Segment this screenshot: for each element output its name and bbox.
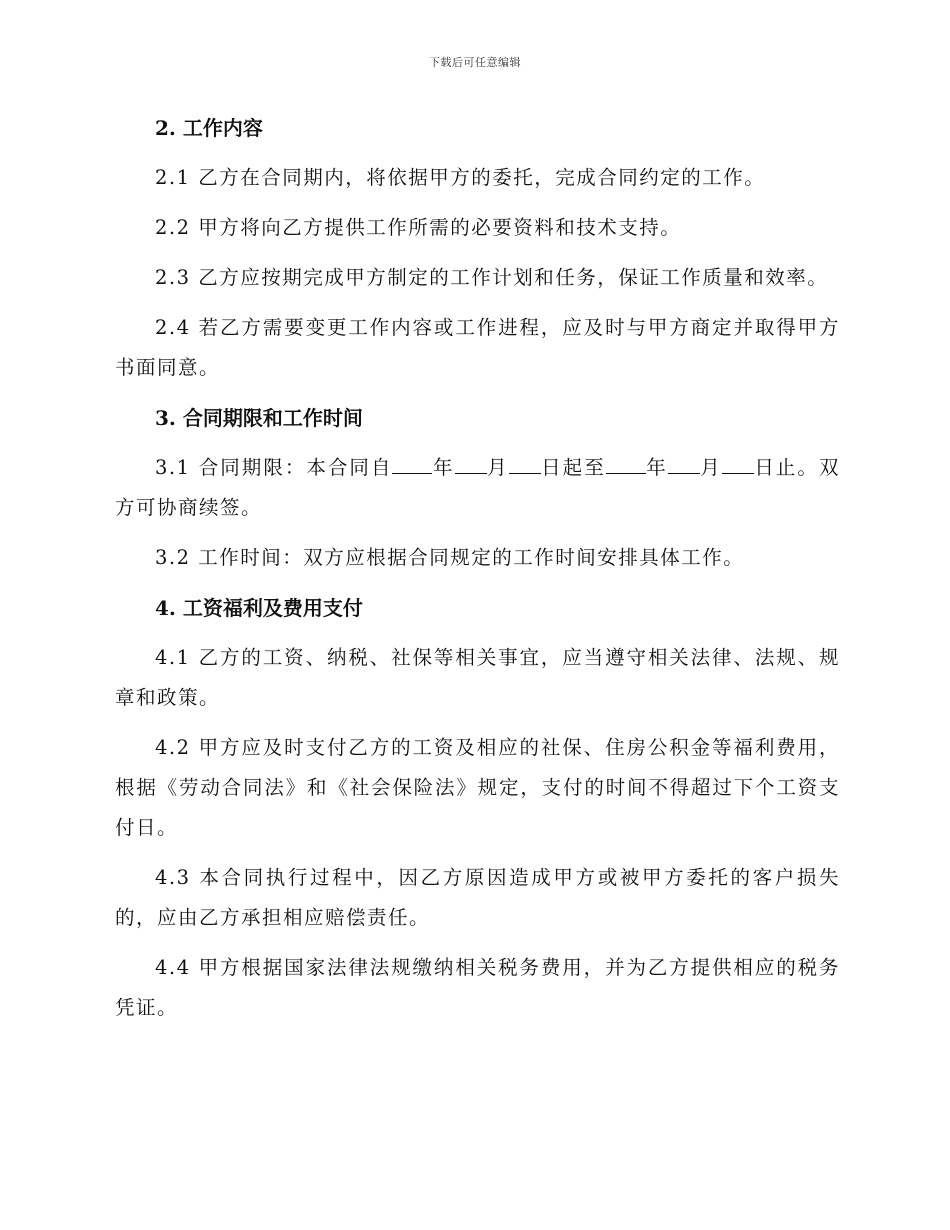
clause-4-2: 4.2 甲方应及时支付乙方的工资及相应的社保、住房公积金等福利费用，根据《劳动合同法》和《社会保险法》规定，支付的时间不得超过下个工资支付日。 [115, 736, 840, 839]
clause-2-3: 2.3 乙方应按期完成甲方制定的工作计划和任务，保证工作质量和效率。 [155, 266, 829, 289]
page-header-note: 下载后可任意编辑 [429, 56, 521, 69]
section-4-heading: 4. 工资福利及费用支付 [155, 596, 363, 620]
month-label-2: 月 [699, 456, 722, 479]
end-month-blank [668, 453, 700, 474]
clause-2-1: 2.1 乙方在合同期内，将依据甲方的委托，完成合同约定的工作。 [155, 166, 766, 189]
start-year-blank [392, 453, 432, 474]
clause-2-4: 2.4 若乙方需要变更工作内容或工作进程，应及时与甲方商定并取得甲方书面同意。 [115, 316, 840, 379]
end-day-blank [722, 453, 754, 474]
day-from-label: 日起至 [540, 456, 606, 479]
month-label: 月 [486, 456, 509, 479]
day-to-label: 日止。双方可协商续签。 [115, 456, 840, 519]
section-3-heading: 3. 合同期限和工作时间 [155, 406, 363, 430]
clause-3-2: 3.2 工作时间：双方应根据合同规定的工作时间安排具体工作。 [155, 546, 745, 569]
section-2-heading: 2. 工作内容 [155, 116, 263, 140]
clause-4-4: 4.4 甲方根据国家法律法规缴纳相关税务费用，并为乙方提供相应的税务凭证。 [115, 956, 840, 1019]
clause-3-1 [115, 448, 840, 528]
clause-3-1-prefix: 3.1 合同期限：本合同自 [155, 456, 393, 479]
year-label-2: 年 [645, 456, 668, 479]
start-month-blank [455, 453, 487, 474]
clause-4-1: 4.1 乙方的工资、纳税、社保等相关事宜，应当遵守相关法律、法规、规章和政策。 [115, 646, 840, 709]
start-day-blank [509, 453, 541, 474]
document-body [115, 108, 840, 1038]
year-label: 年 [432, 456, 455, 479]
clause-2-2: 2.2 甲方将向乙方提供工作所需的必要资料和技术支持。 [155, 216, 682, 239]
clause-4-3: 4.3 本合同执行过程中，因乙方原因造成甲方或被甲方委托的客户损失的，应由乙方承担相应赔偿责任。 [115, 866, 840, 929]
end-year-blank [606, 453, 646, 474]
